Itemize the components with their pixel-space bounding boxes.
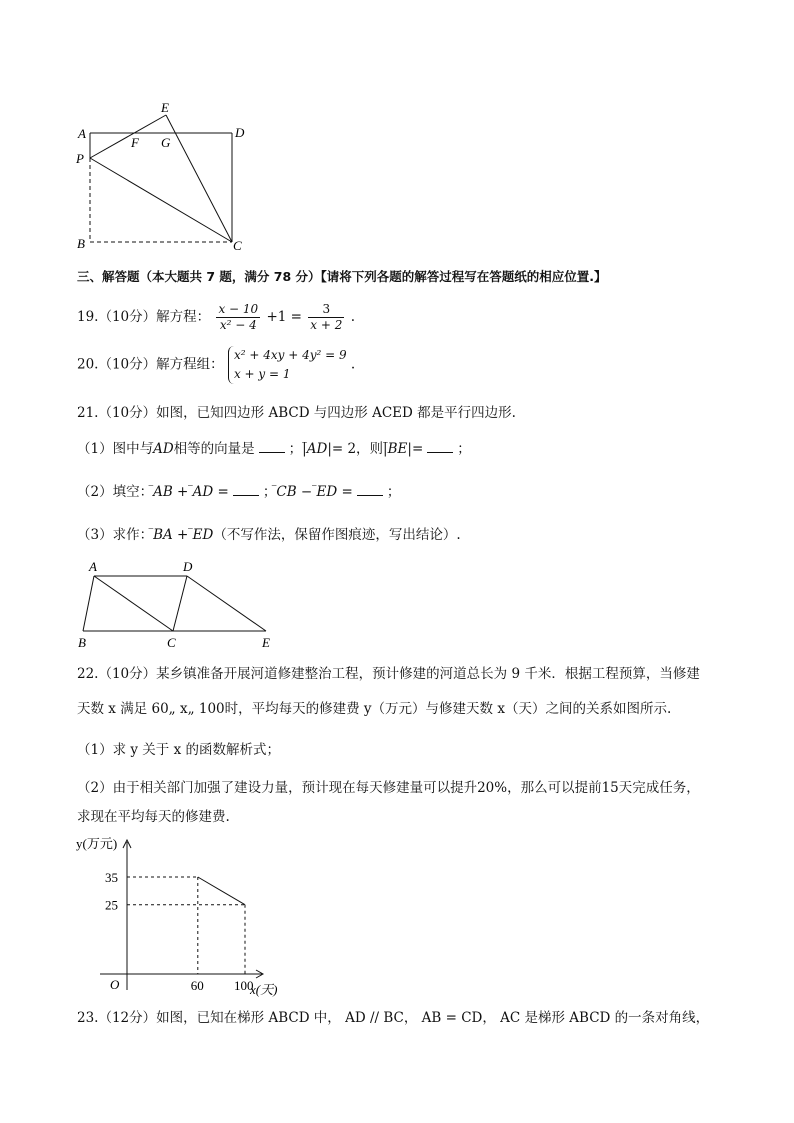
q19-frac1-num: x − 10	[218, 302, 259, 316]
label-f: F	[131, 135, 139, 150]
cost-days-chart	[70, 828, 300, 998]
vector-ad: ̲̲̲ AD	[153, 440, 174, 458]
q21-p2-text-a: （2）填空：	[77, 484, 154, 500]
series-line	[198, 877, 245, 905]
label-d: D	[235, 125, 245, 140]
question-22-line2: 天数 x 满足 60„ x„ 100时，平均每天的修建费 y（万元）与修建天数 x（天）之间的关系如图所示.	[77, 701, 672, 717]
q19-fraction-2	[308, 302, 344, 333]
question-22-line1: 22.（10分）某乡镇准备开展河道修建整治工程，预计修建的河道总长为 9 千米．根据工程预算，当修建	[77, 666, 700, 682]
question-21-part3	[77, 526, 461, 544]
q20-equation-system	[228, 346, 347, 384]
x-tick-label: 100	[234, 978, 254, 993]
minus-sign: −	[296, 484, 317, 500]
separator: ；	[386, 484, 401, 500]
y-tick-label: 25	[105, 897, 118, 913]
vector-ad: ̲̲̲ AD	[193, 483, 214, 501]
label-e: E	[262, 635, 270, 650]
answer-blank[interactable]	[427, 440, 453, 453]
question-19	[77, 302, 355, 333]
figure-parallelograms	[70, 556, 290, 652]
q21-p1-text-a: （1）图中与	[77, 441, 154, 457]
q19-prefix: 19.（10分）解方程：	[77, 309, 211, 325]
question-21-part2	[77, 483, 400, 501]
q20-eq2: x + y = 1	[233, 367, 291, 381]
equals-sign: =	[337, 484, 353, 500]
label-g: G	[161, 135, 171, 150]
q20-suffix: .	[350, 356, 356, 373]
question-22-part1: （1）求 y 关于 x 的函数解析式；	[77, 742, 280, 758]
q21-p1-text-f: ；	[457, 441, 471, 457]
label-a: A	[78, 126, 86, 141]
equals-sign: =	[213, 484, 229, 500]
x-tick-label: 60	[190, 978, 204, 993]
answer-blank[interactable]	[357, 483, 383, 496]
label-e: E	[161, 100, 169, 115]
plus-sign: +	[172, 484, 193, 500]
label-a: A	[89, 559, 97, 574]
vector-ad: ̲̲̲ AD	[307, 440, 328, 458]
label-c: C	[167, 635, 176, 650]
q20-prefix: 20.（10分）解方程组：	[77, 356, 224, 373]
section-heading: 三、解答题（本大题共 7 题，满分 78 分）【请将下列各题的解答过程写在答题纸的相应位置.】	[77, 269, 607, 284]
answer-blank[interactable]	[233, 483, 259, 496]
vector-ed: ̲̲̲ ED	[317, 483, 338, 501]
label-d: D	[183, 559, 193, 574]
q21-p3-text-a: （3）求作：	[77, 527, 154, 543]
q19-suffix: .	[350, 309, 355, 325]
q19-mid: +1 =	[266, 309, 302, 325]
q21-p1-text-b: 相等的向量是	[173, 441, 255, 457]
vector-ab: ̲̲̲ AB	[153, 483, 173, 501]
label-p: P	[76, 151, 84, 166]
q19-fraction-1	[216, 302, 260, 333]
separator: ；	[262, 484, 277, 500]
vector-cb: ̲̲̲ CB	[276, 483, 296, 501]
question-22-part2-line2: 求现在平均每天的修建费.	[77, 809, 230, 825]
q21-p1-text-c: ；|	[288, 441, 307, 457]
vector-ed: ̲̲̲ ED	[193, 526, 214, 544]
label-b: B	[78, 635, 86, 650]
y-axis-label: y(万元)	[76, 836, 118, 851]
x-axis-label: x(天)	[250, 982, 278, 997]
figure-rectangle-abcd	[60, 95, 270, 260]
q19-frac2-den: x + 2	[310, 318, 343, 332]
question-23-line1: 23.（12分）如图，已知在梯形 ABCD 中， AD // BC， AB = CD， AC 是梯形 ABCD 的一条对角线，	[77, 1010, 710, 1026]
question-21-stem: 21.（10分）如图，已知四边形 ABCD 与四边形 ACED 都是平行四边形.	[77, 405, 516, 421]
q21-p1-text-d: |= 2，则|	[327, 441, 388, 457]
plus-sign: +	[172, 527, 193, 543]
origin-label: O	[110, 977, 120, 992]
y-tick-label: 35	[105, 870, 118, 885]
question-21-part1	[77, 440, 471, 458]
q19-frac2-num: 3	[308, 302, 344, 318]
label-b: B	[77, 236, 85, 251]
answer-blank[interactable]	[259, 440, 285, 453]
vector-be: ̲̲̲ BE	[388, 440, 408, 458]
vector-ba: ̲̲̲ BA	[153, 526, 173, 544]
question-20	[77, 346, 355, 384]
q21-p1-text-e: |=	[407, 441, 424, 457]
q21-p3-text-b: （不写作法，保留作图痕迹，写出结论）.	[213, 527, 461, 543]
label-c: C	[233, 238, 242, 253]
q19-frac1-den: x² − 4	[219, 318, 257, 332]
question-22-part2-line1: （2）由于相关部门加强了建设力量，预计现在每天修建量可以提升20%，那么可以提前15天完成任务，	[77, 780, 700, 796]
q20-eq1: x² + 4xy + 4y² = 9	[233, 348, 347, 362]
